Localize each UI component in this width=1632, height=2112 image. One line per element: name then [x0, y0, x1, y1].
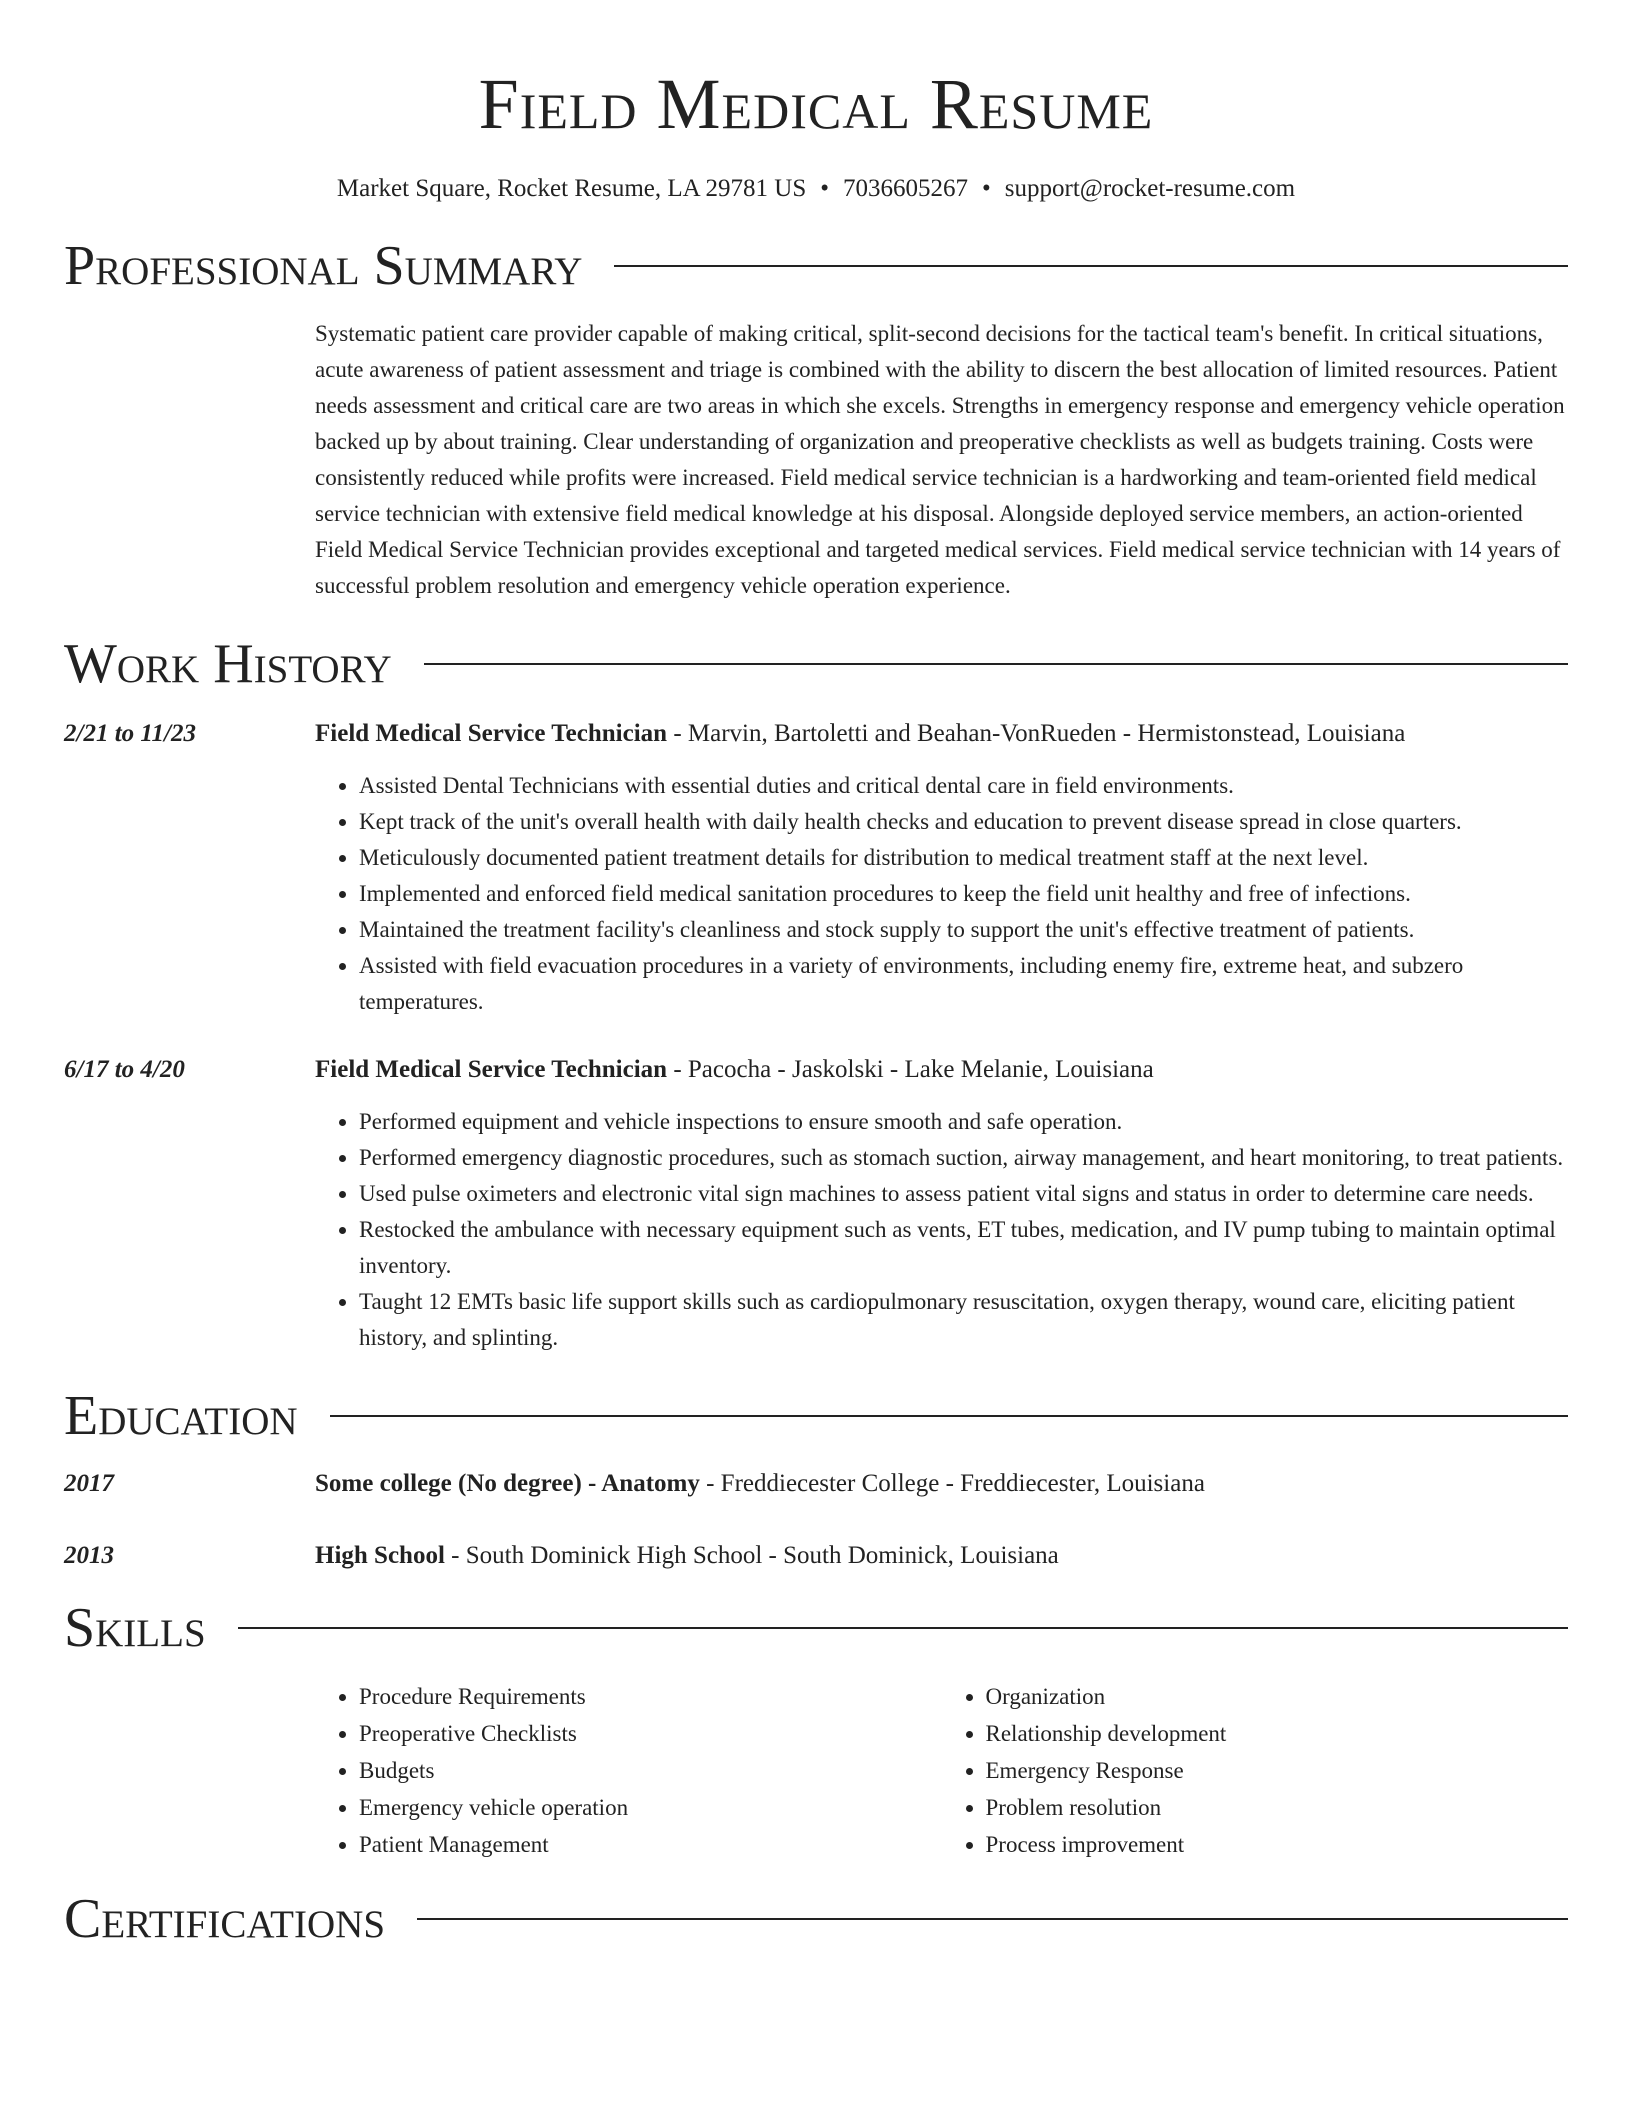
section-divider [330, 1415, 1568, 1417]
list-item: • Implemented and enforced field medical sanitation procedures to keep the field unit healthy and free of infections. [359, 876, 1568, 912]
education-degree: High School [315, 1542, 445, 1569]
contact-email: support@rocket-resume.com [1004, 175, 1296, 202]
job-title-line [315, 1052, 1568, 1088]
section-title-summary: Professional Summary [64, 235, 583, 297]
education-body [315, 1538, 1568, 1574]
skill-item: • Emergency Response [986, 1752, 1569, 1789]
job-dates: 6/17 to 4/20 [64, 1056, 185, 1083]
section-divider [424, 663, 1568, 665]
summary-text: Systematic patient care provider capable of making critical, split-second decisions for the tactical team's benefit. In critical situations, acute awareness of patient assessment and triage is combined with the ability to discern the best allocation of limited resources. Patient needs assessment and critical care are two areas in which she excels. Strengths in emergency response and emergency vehicle operation backed up by about training. Clear understanding of organization and preoperative checklists as well as budgets training. Costs were consistently reduced while profits were increased. Field medical service technician is a hardworking and team-oriented field medical service technician with extensive field medical knowledge at his disposal. Alongside deployed service members, an action-oriented Field Medical Service Technician provides exceptional and targeted medical services. Field medical service technician with 14 years of successful problem resolution and emergency vehicle operation experience. [315, 321, 1565, 598]
skill-item: • Organization [986, 1678, 1569, 1715]
skills-column-left [315, 1678, 942, 1863]
contact-separator: • [982, 175, 991, 202]
section-header-summary [64, 234, 1568, 298]
skill-item: • Emergency vehicle operation [359, 1789, 942, 1826]
section-title-work-history: Work History [64, 633, 392, 695]
job-dates: 2/21 to 11/23 [64, 720, 196, 747]
education-year: 2013 [64, 1542, 114, 1569]
skill-item: • Patient Management [359, 1826, 942, 1863]
list-item: • Assisted with field evacuation procedures in a variety of environments, including enemy fire, extreme heat, and subzero temperatures. [359, 948, 1568, 1020]
education-entry [64, 1466, 1568, 1502]
job-bullets [315, 768, 1568, 1020]
skill-item: • Preoperative Checklists [359, 1715, 942, 1752]
list-item: • Maintained the treatment facility's cleanliness and stock supply to support the unit's effective treatment of patients. [359, 912, 1568, 948]
section-header-education [64, 1384, 1568, 1448]
list-item: • Meticulously documented patient treatment details for distribution to medical treatment staff at the next level. [359, 840, 1568, 876]
education-school: - Freddiecester College - Freddiecester, Louisiana [699, 1470, 1205, 1497]
section-divider [417, 1918, 1568, 1920]
job-title: Field Medical Service Technician [315, 1056, 668, 1083]
section-divider [614, 265, 1568, 267]
section-header-certifications [64, 1887, 1568, 1951]
section-title-skills: Skills [64, 1597, 206, 1659]
skills-column-right [942, 1678, 1569, 1863]
contact-phone: 7036605267 [843, 175, 969, 202]
skill-item: • Procedure Requirements [359, 1678, 942, 1715]
list-item: • Taught 12 EMTs basic life support skills such as cardiopulmonary resuscitation, oxygen therapy, wound care, eliciting patient history, and splinting. [359, 1284, 1568, 1356]
list-item: • Performed equipment and vehicle inspections to ensure smooth and safe operation. [359, 1104, 1568, 1140]
job-title: Field Medical Service Technician [315, 720, 668, 747]
job-entry [64, 1052, 1568, 1356]
education-line [315, 1538, 1568, 1574]
list-item: • Used pulse oximeters and electronic vital sign machines to assess patient vital signs and status in order to determine care needs. [359, 1176, 1568, 1212]
contact-line [64, 172, 1568, 206]
skill-item: • Relationship development [986, 1715, 1569, 1752]
list-item: • Performed emergency diagnostic procedures, such as stomach suction, airway management, and heart monitoring, to treat patients. [359, 1140, 1568, 1176]
job-title-line [315, 716, 1568, 752]
education-degree: Some college (No degree) - Anatomy [315, 1470, 700, 1497]
contact-separator: • [820, 175, 830, 202]
list-item: • Restocked the ambulance with necessary equipment such as vents, ET tubes, medication, and IV pump tubing to maintain optimal inventory. [359, 1212, 1568, 1284]
section-title-certifications: Certifications [64, 1888, 386, 1950]
resume-title: Field Medical Resume [478, 64, 1154, 144]
list-item: • Assisted Dental Technicians with essential duties and critical dental care in field environments. [359, 768, 1568, 804]
job-bullets [315, 1104, 1568, 1356]
job-body [315, 1052, 1568, 1356]
education-body [315, 1466, 1568, 1502]
skill-item: • Problem resolution [986, 1789, 1569, 1826]
education-school: - South Dominick High School - South Dominick, Louisiana [444, 1542, 1059, 1569]
section-header-work-history [64, 632, 1568, 696]
education-entry [64, 1538, 1568, 1574]
job-entry [64, 716, 1568, 1020]
job-employer: - Marvin, Bartoletti and Beahan-VonRueden - Hermistonstead, Louisiana [667, 720, 1406, 747]
skill-item: • Process improvement [986, 1826, 1569, 1863]
job-body [315, 716, 1568, 1020]
skill-item: • Budgets [359, 1752, 942, 1789]
education-year: 2017 [64, 1470, 114, 1497]
section-header-skills [64, 1596, 1568, 1660]
skills-list [315, 1678, 1568, 1863]
education-line [315, 1466, 1568, 1502]
job-employer: - Pacocha - Jaskolski - Lake Melanie, Louisiana [667, 1056, 1154, 1083]
list-item: • Kept track of the unit's overall health with daily health checks and education to prevent disease spread in close quarters. [359, 804, 1568, 840]
section-title-education: Education [64, 1385, 298, 1447]
section-divider [238, 1627, 1568, 1629]
contact-address: Market Square, Rocket Resume, LA 29781 US [336, 175, 807, 202]
